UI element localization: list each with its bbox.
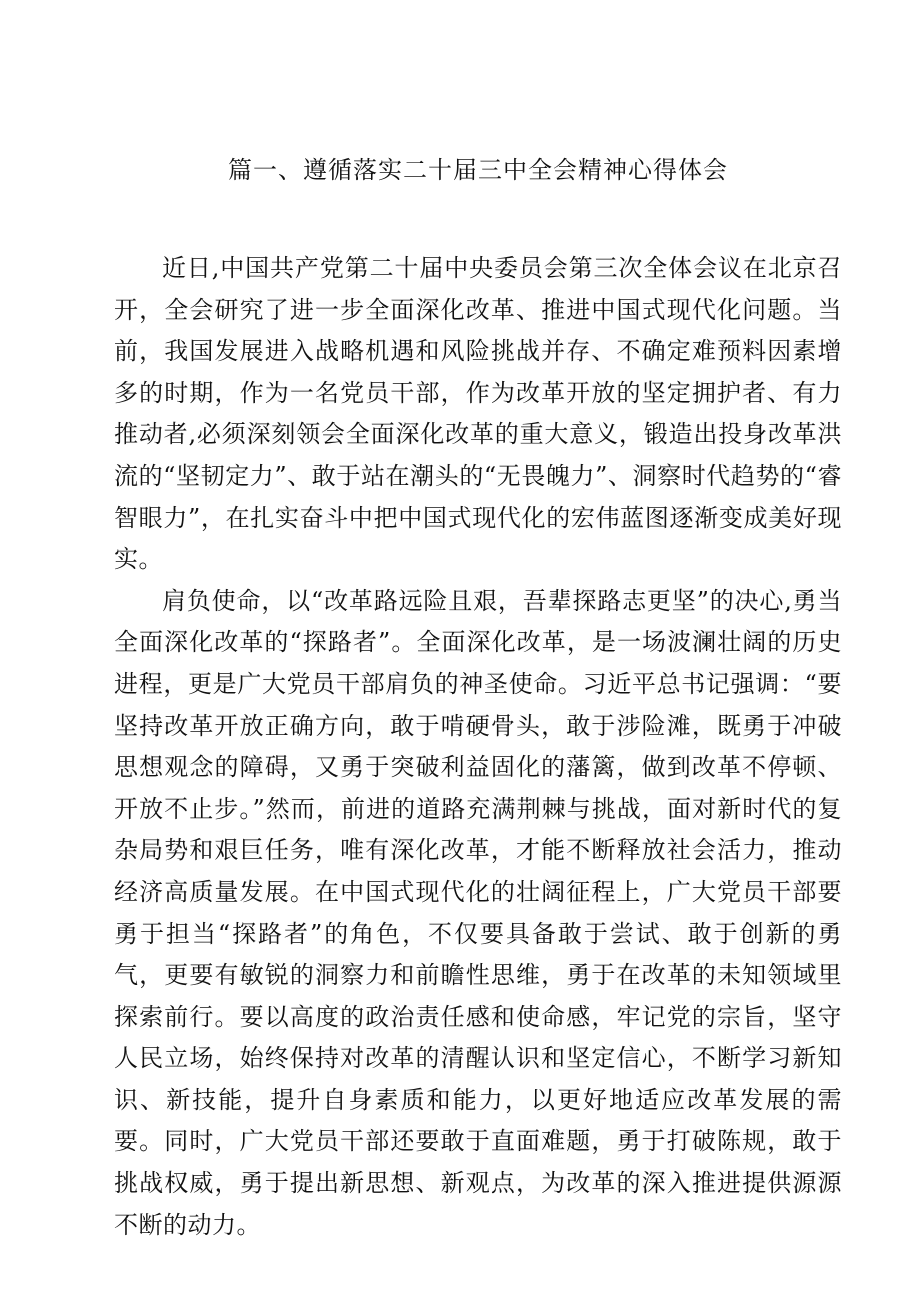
paragraph-2: 肩负使命，以“改革路远险且艰，吾辈探路志更坚”的决心,勇当全面深化改革的“探路者”。全面深化改革，是一场波澜壮阔的历史进程，更是广大党员干部肩负的神圣使命。习近平总书记强调：“要坚持改革开放正确方向，敢于啃硬骨头，敢于涉险滩，既勇于冲破思想观念的障碍，又勇于突破利益固化的藩篱，做到改革不停顿、开放不止步。”然而，前进的道路充满荆棘与挑战，面对新时代的复杂局势和艰巨任务，唯有深化改革，才能不断释放社会活力，推动经济高质量发展。在中国式现代化的壮阔征程上，广大党员干部要勇于担当“探路者”的角色，不仅要具备敢于尝试、敢于创新的勇气，更要有敏锐的洞察力和前瞻性思维，勇于在改革的未知领域里探索前行。要以高度的政治责任感和使命感，牢记党的宗旨，坚守人民立场，始终保持对改革的清醒认识和坚定信心，不断学习新知识、新技能，提升自身素质和能力，以更好地适应改革发展的需要。同时，广大党员干部还要敢于直面难题，勇于打破陈规，敢于挑战权威，勇于提出新思想、新观点，为改革的深入推进提供源源不断的动力。 bbox=[114, 586, 842, 1239]
document-body bbox=[114, 248, 842, 1246]
paragraph-1: 近日,中国共产党第二十届中央委员会第三次全体会议在北京召开，全会研究了进一步全面深化改革、推进中国式现代化问题。当前，我国发展进入战略机遇和风险挑战并存、不确定难预料因素增多的时期，作为一名党员干部，作为改革开放的坚定拥护者、有力推动者,必须深刻领会全面深化改革的重大意义，锻造出投身改革洪流的“坚韧定力”、敢于站在潮头的“无畏魄力”、洞察时代趋势的“睿智眼力”，在扎实奋斗中把中国式现代化的宏伟蓝图逐渐变成美好现实。 bbox=[114, 254, 842, 574]
document-title: 篇一、遵循落实二十届三中全会精神心得体会 bbox=[228, 156, 728, 184]
